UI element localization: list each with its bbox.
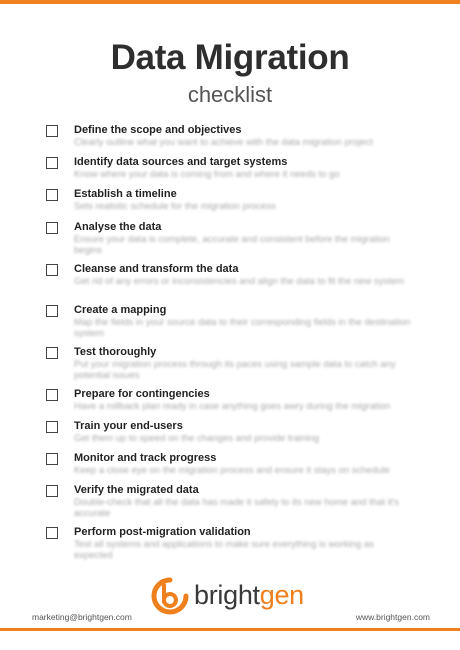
checkbox[interactable] [46, 222, 58, 234]
checkbox[interactable] [46, 157, 58, 169]
checklist-item-description: Get them up to speed on the changes and provide training [74, 433, 320, 444]
logo-wordmark-primary: bright [194, 580, 260, 610]
checklist-item-description: Have a rollback plan ready in case anything goes awry during the migration [74, 401, 391, 412]
checklist-item-description: Map the fields in your source data to their corresponding fields in the destination system [74, 317, 411, 339]
checkbox[interactable] [46, 189, 58, 201]
checklist-item-title: Identify data sources and target systems [74, 156, 288, 168]
top-divider [0, 0, 460, 4]
checkbox[interactable] [46, 421, 58, 433]
checklist-item-title: Create a mapping [74, 304, 167, 316]
logo-wordmark-accent: gen [259, 580, 304, 610]
brightgen-logo [150, 576, 320, 618]
checklist-item-description: Get rid of any errors or inconsistencies and align the data to fit the new system [74, 276, 405, 287]
checklist-item-title: Establish a timeline [74, 188, 177, 200]
checkbox[interactable] [46, 125, 58, 137]
logo-wordmark [194, 580, 304, 611]
checkbox[interactable] [46, 389, 58, 401]
bottom-divider [0, 628, 460, 631]
checkbox[interactable] [46, 305, 58, 317]
checklist-item-description: Put your migration process through its paces using sample data to catch any potential issues [74, 359, 396, 381]
checklist-item-title: Perform post-migration validation [74, 526, 251, 538]
checkbox[interactable] [46, 347, 58, 359]
checkbox[interactable] [46, 264, 58, 276]
checklist-item-description: Sets realistic schedule for the migration process [74, 201, 276, 212]
checkbox[interactable] [46, 453, 58, 465]
checklist-item-description: Test all systems and applications to make sure everything is working as expected [74, 539, 374, 561]
checklist-item-title: Verify the migrated data [74, 484, 199, 496]
document-title: Data Migration [110, 38, 350, 77]
checklist-item-title: Define the scope and objectives [74, 124, 242, 136]
checklist-item-description: Ensure your data is complete, accurate and consistent before the migration begins [74, 234, 390, 256]
checklist-item-description: Know where your data is coming from and where it needs to go [74, 169, 340, 180]
checklist-item-description: Keep a close eye on the migration process and ensure it stays on schedule [74, 465, 390, 476]
footer-email[interactable]: marketing@brightgen.com [32, 612, 132, 622]
checklist-item-title: Monitor and track progress [74, 452, 217, 464]
checklist-item-title: Test thoroughly [74, 346, 157, 358]
checklist-item-title: Train your end-users [74, 420, 183, 432]
document-subtitle: checklist [187, 82, 273, 107]
checkbox[interactable] [46, 527, 58, 539]
checklist-item-title: Prepare for contingencies [74, 388, 210, 400]
checklist-item-title: Analyse the data [74, 221, 162, 233]
checklist-item-description: Double-check that all the data has made it safely to its new home and that it's accurate [74, 497, 399, 519]
checklist-item-description: Clearly outline what you want to achieve with the data migration project [74, 137, 373, 148]
footer-website[interactable]: www.brightgen.com [355, 612, 430, 622]
brightgen-logo-icon [150, 576, 190, 616]
checklist-item-title: Cleanse and transform the data [74, 263, 239, 275]
checkbox[interactable] [46, 485, 58, 497]
